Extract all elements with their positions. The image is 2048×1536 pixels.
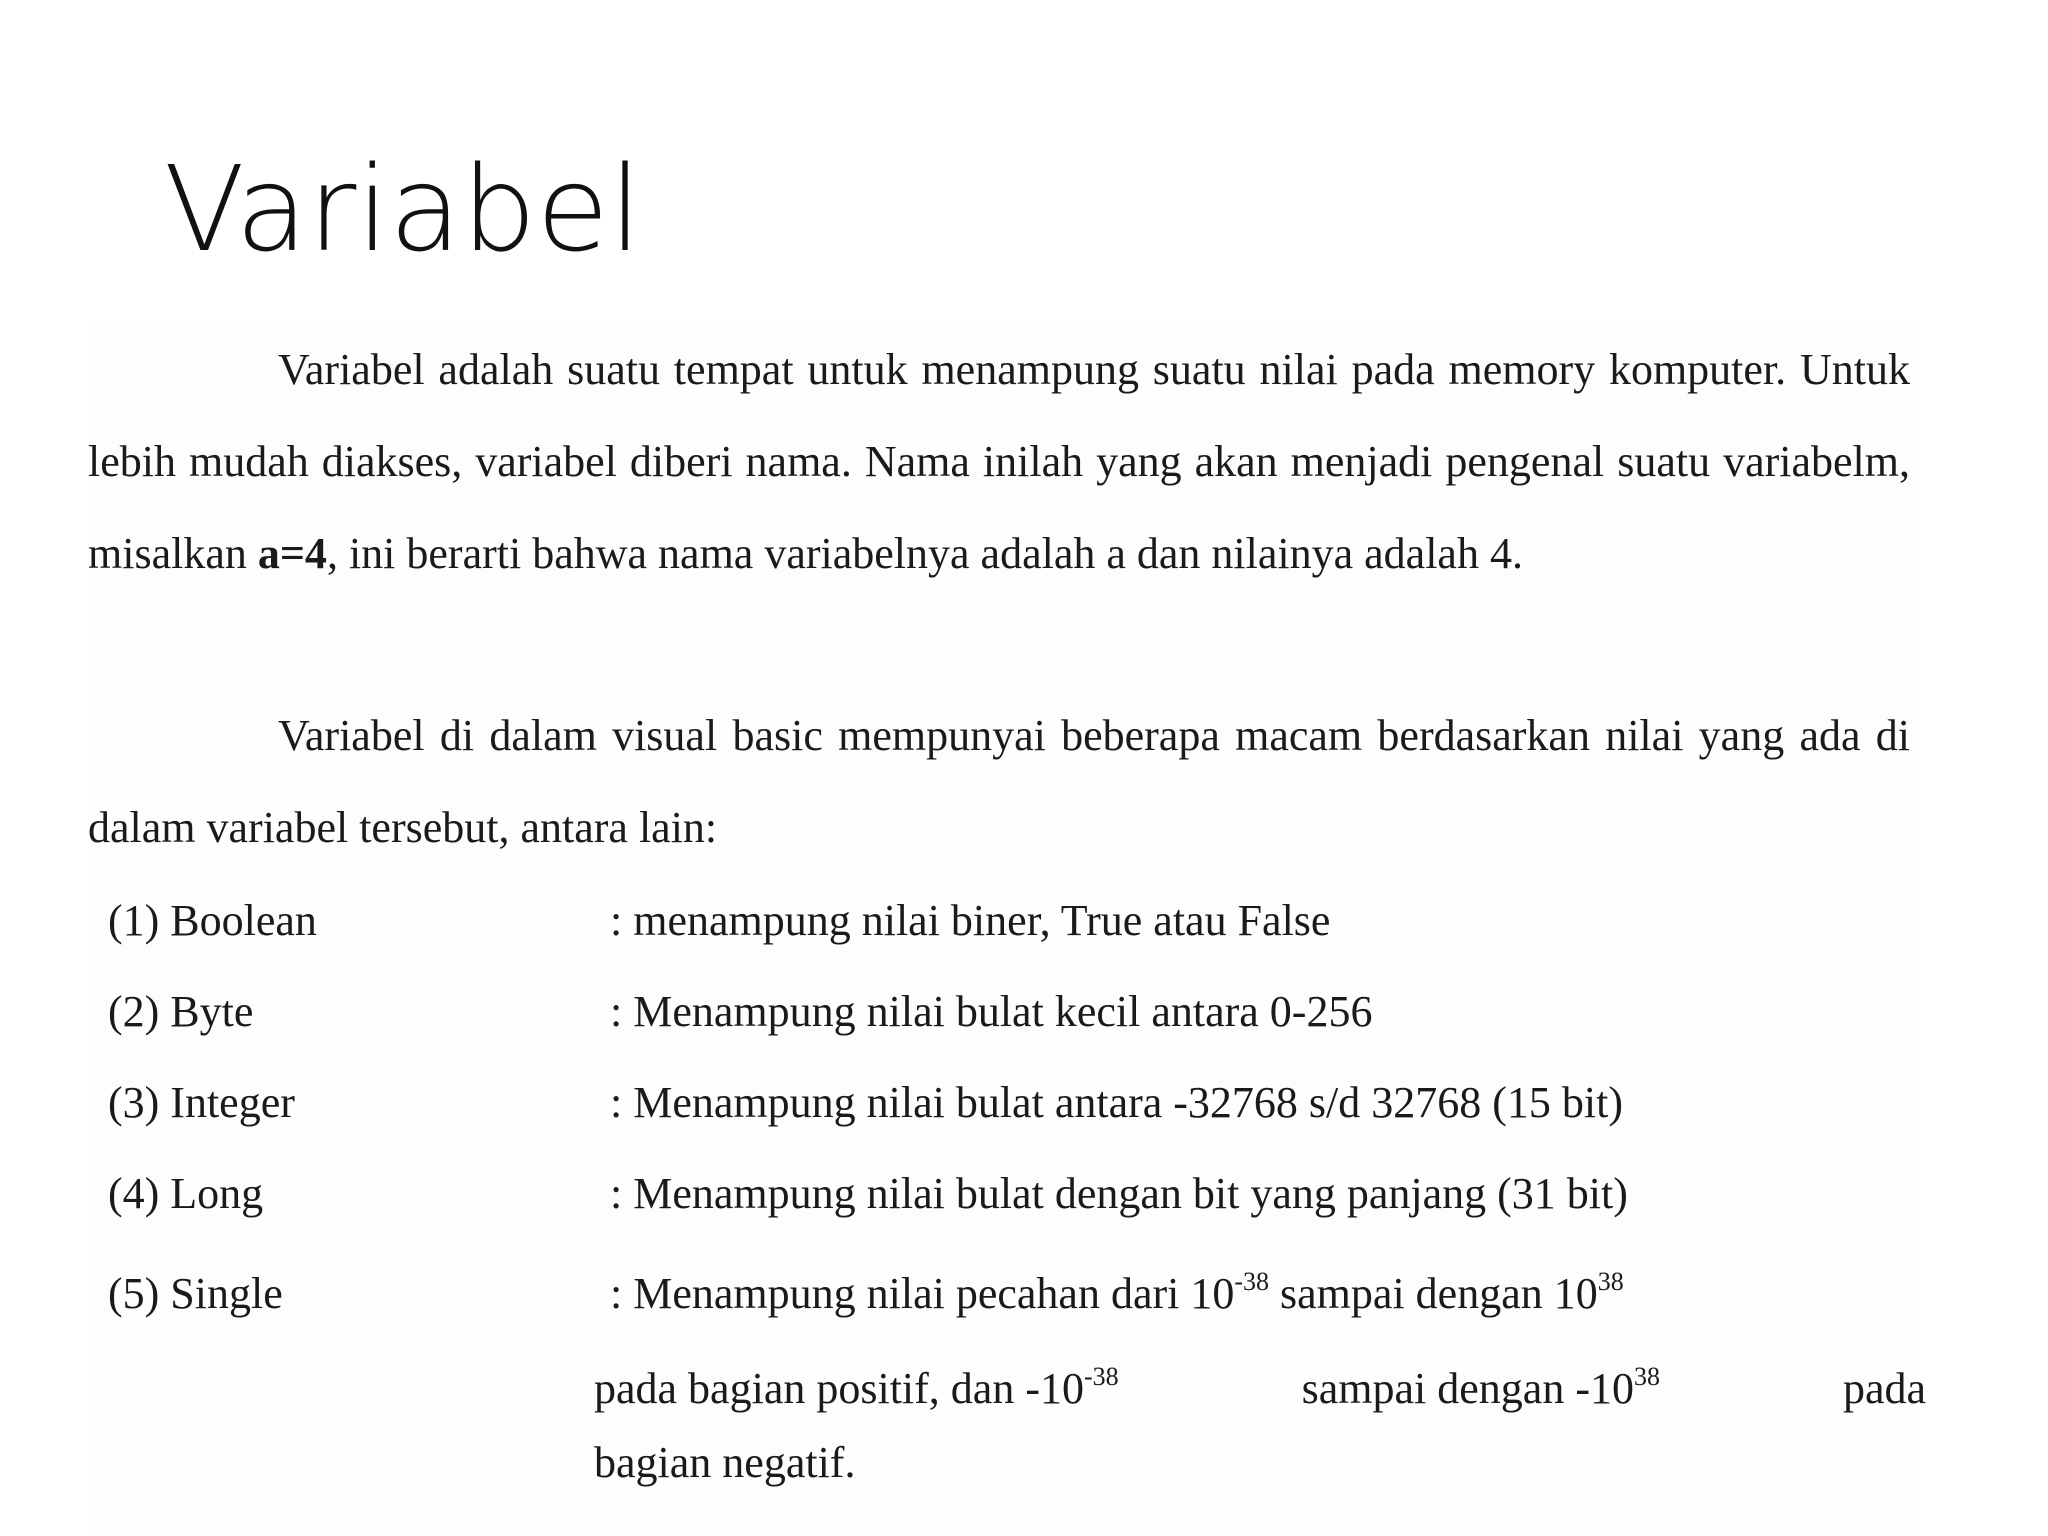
exponent: -38: [1083, 1362, 1119, 1391]
paragraph-definition: [88, 324, 1910, 600]
list-item: [108, 895, 1908, 965]
single-desc-start: : Menampung nilai pecahan dari 10: [610, 1269, 1235, 1318]
type-term: (3) Integer: [108, 1078, 295, 1127]
type-description: : Menampung nilai bulat dengan bit yang panjang (31 bit): [610, 1169, 1628, 1218]
list-item: [108, 1268, 1908, 1338]
type-description: : Menampung nilai bulat kecil antara 0-256: [610, 987, 1373, 1036]
single-line2-left: [594, 1363, 1119, 1414]
single-description-line-3: bagian negatif.: [594, 1438, 856, 1487]
type-term: (5) Single: [108, 1269, 283, 1318]
single-line2-middle: [1302, 1363, 1660, 1414]
paragraph-types-intro-text: Variabel di dalam visual basic mempunyai beberapa macam berdasarkan nilai yang ada di dalam variabel tersebut, antara lain:: [88, 711, 1910, 852]
paragraph-definition-example: a=4: [257, 529, 327, 578]
type-description: : menampung nilai biner, True atau False: [610, 896, 1331, 945]
exponent: 38: [1597, 1267, 1624, 1296]
exponent: 38: [1633, 1362, 1660, 1391]
list-item: [108, 1168, 1908, 1238]
slide-title: Variabel: [164, 140, 642, 278]
paragraph-types-intro: [88, 690, 1910, 874]
single-line2-b: sampai dengan -10: [1301, 1364, 1634, 1413]
exponent: -38: [1234, 1267, 1270, 1296]
type-term: (4) Long: [108, 1169, 264, 1218]
single-desc-mid: sampai dengan 10: [1269, 1269, 1598, 1318]
paragraph-definition-text-2: , ini berarti bahwa nama variabelnya adalah a dan nilainya adalah 4.: [326, 529, 1523, 578]
scanned-text-image: [88, 320, 1926, 1536]
single-line2-c: pada: [1842, 1364, 1926, 1413]
list-item: [108, 986, 1908, 1056]
type-description: : Menampung nilai bulat antara -32768 s/d 32768 (15 bit): [610, 1078, 1624, 1127]
paragraph-definition-text-1: Variabel adalah suatu tempat untuk menampung suatu nilai pada memory komputer. Untuk lebih mudah diakses, variabel diberi nama. Nama inilah yang akan menjadi pengenal suatu variabelm, misalkan: [88, 345, 1910, 578]
type-term: (2) Byte: [108, 987, 254, 1036]
type-term: (1) Boolean: [108, 896, 317, 945]
list-item: [108, 1077, 1908, 1147]
type-description: [610, 1268, 1624, 1319]
single-line2-a: pada bagian positif, dan -10: [594, 1364, 1084, 1413]
single-description-line-2: [594, 1363, 1926, 1414]
